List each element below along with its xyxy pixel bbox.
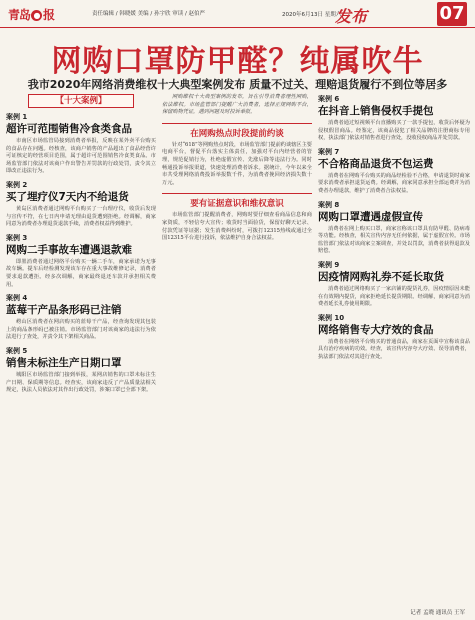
middle-column	[162, 94, 312, 243]
case-item	[6, 180, 156, 229]
case-title: 因疫情网购礼券不延长取货	[318, 270, 444, 283]
case-body: 消费者在网购平台购买的商品经检验不合格，申请退货时商家要求消费者承担退货运费。经调解，商家同意承担全部运费并为消费者办理退款，维护了消费者合法权益。	[318, 172, 470, 194]
intro-paragraph: 网购维权十大典型案例的发布，旨在引导消费者理性网购，依法维权。市场监管部门提醒广大消费者，选择正规网购平台，保留购物凭证，遇到问题及时投诉举报。	[162, 94, 312, 116]
case-title: 网购口罩遭遇虚假宣传	[318, 210, 423, 223]
case-body: 消费者通过网络购买了一家店铺的提货礼券，因疫情原因未能在有效期内提货，商家拒绝延长提货期限。经调解，商家同意为消费者延长礼券使用期限。	[318, 285, 470, 308]
ten-cases-banner: 【十大案例】	[28, 94, 134, 108]
section-title: 要有证据意识和维权意识	[162, 193, 312, 209]
case-body: 消费者在网上购买口罩，商家宣称该口罩具有防甲醛、防病毒等功能。经核查，相关宣传内容无任何依据，属于虚假宣传。市场监管部门依法对该商家立案调查，并处以罚款，消费者获得退款及赔偿。	[318, 225, 470, 255]
case-title: 销售未标注生产日期口罩	[6, 356, 122, 369]
case-item	[318, 147, 470, 196]
case-number: 案例 6	[318, 95, 340, 103]
case-number: 案例 1	[6, 113, 28, 121]
section-body: 市场监管部门提醒消费者，网购时要仔细查看商品信息和商家资质，不轻信夸大宣传；收货时当面验货，保留好聊天记录、付款凭证等证据；发生消费纠纷时，可拨打12315热线或通过全国12315平台进行投诉，依法维护自身合法权益。	[162, 212, 312, 242]
case-item	[318, 260, 470, 309]
issue-date: 2020年6月13日 星期六	[282, 12, 342, 18]
case-body: 崂山区消费者在网店购买的蓝莓干产品，经查询发现其包装上的商品条形码已被注销。市场监管部门对该商家的违法行为依法进行了查处，并责令其下架相关商品。	[6, 319, 156, 341]
newspaper-logo	[8, 6, 54, 23]
section-name: 发布	[335, 7, 368, 26]
case-item	[318, 313, 470, 362]
sub-headline: 我市2020年网络消费维权十大典型案例发布 质量不过关、理赔退货履行不到位等居多	[27, 78, 448, 91]
case-body: 即墨消费者通过网络平台购买一辆二手车，商家承诺为无事故车辆。提车后经检测发现该车存在重大事故维修记录，消费者要求退款遭拒。经多次调解，商家最终退还车款并承担相关费用。	[6, 258, 156, 288]
section-title: 在网购热点时段提前约谈	[162, 123, 312, 139]
case-body: 消费者在网络平台购买的普通食品，商家在页面中宣称该食品具有治疗疾病的功效。经查，该宣传内容夸大疗效、误导消费者，执法部门依法对其进行查处。	[318, 338, 470, 360]
case-title: 买了埋疗仪7天内不给退货	[6, 190, 129, 203]
case-number: 案例 2	[6, 180, 28, 189]
case-title: 超许可范围销售冷食类食品	[6, 123, 132, 135]
case-item	[6, 293, 156, 342]
main-headline: 网购口罩防甲醛？纯属吹牛	[51, 44, 424, 79]
left-column	[6, 94, 156, 399]
case-number: 案例 8	[318, 200, 340, 209]
case-number: 案例 3	[6, 233, 28, 242]
case-item	[6, 112, 156, 176]
case-title: 网络销售专大疗效的食品	[318, 323, 434, 336]
case-item	[6, 346, 156, 395]
case-number: 案例 10	[318, 313, 345, 322]
case-item	[6, 233, 156, 289]
byline: 记者 孟晓 通讯员 王军	[410, 610, 465, 616]
case-title: 网购二手事故车遭遇退款难	[6, 243, 132, 256]
case-number: 案例 5	[6, 346, 28, 355]
case-body: 消费者通过短视频平台直播购买了一款手提包，收货后怀疑为侵权假冒商品。经鉴定，该商品侵犯了相关品牌的注册商标专用权，执法部门依法对销售者进行查处，没收侵权商品并处罚款。	[318, 120, 470, 142]
case-number: 案例 4	[6, 294, 28, 303]
right-column	[318, 94, 470, 366]
case-number: 案例 7	[318, 147, 340, 156]
case-title: 在抖音上销售侵权手提包	[318, 105, 434, 117]
logo-dot-icon: ●	[31, 10, 42, 21]
page-header	[0, 0, 475, 28]
case-number: 案例 9	[318, 260, 340, 269]
case-item	[318, 94, 470, 143]
staff-credits: 责任编辑 / 韩晓媛 美编 / 孙宇欣 审读 / 赵伯严	[92, 11, 206, 17]
case-title: 蓝莓干产品条形码已注销	[6, 304, 122, 317]
case-body: 黄岛区消费者通过网购平台购买了一台理疗仪，收货后发现与宣传不符，在七日内申请无理由退货遭到拒绝。经调解，商家同意为消费者办理退货退款手续，消费者权益得到维护。	[6, 205, 156, 228]
logo-left-text: 青岛	[8, 8, 31, 22]
logo-right-text: 报	[43, 8, 55, 22]
page-number: 07	[437, 2, 467, 26]
case-item	[318, 200, 470, 256]
case-title: 不合格商品退货不包运费	[318, 157, 434, 170]
section-body: 针对“618”等网购热点时段，市场监管部门提前约谈辖区主要电商平台，督促平台落实主体责任，加强对平台内经营者的管理，规范促销行为，杜绝虚假宣传、先涨后降等违法行为。同时畅通投诉举报渠道，快速处理消费者诉求。据统计，今年以来全市共受理网络消费投诉举报数千件，为消费者挽回经济损失数十万元。	[162, 141, 312, 186]
case-body: 市南区市场监管局接到消费者举报，反映在某外卖平台购买的食品存在问题。经核查，该商户销售的产品超出了食品经营许可证核定的经营项目范围，属于超许可范围销售冷食类食品。市场监管部门依法对该商户作出警告并罚款的行政处罚，责令其立即改正违法行为。	[6, 138, 156, 175]
case-body: 城阳区市场监管部门接到举报，某网店销售的口罩未标注生产日期、保质期等信息。经查实，该商家违反了产品质量法相关规定，执法人员依法对其作出行政处罚，涉案口罩已全部下架。	[6, 371, 156, 394]
